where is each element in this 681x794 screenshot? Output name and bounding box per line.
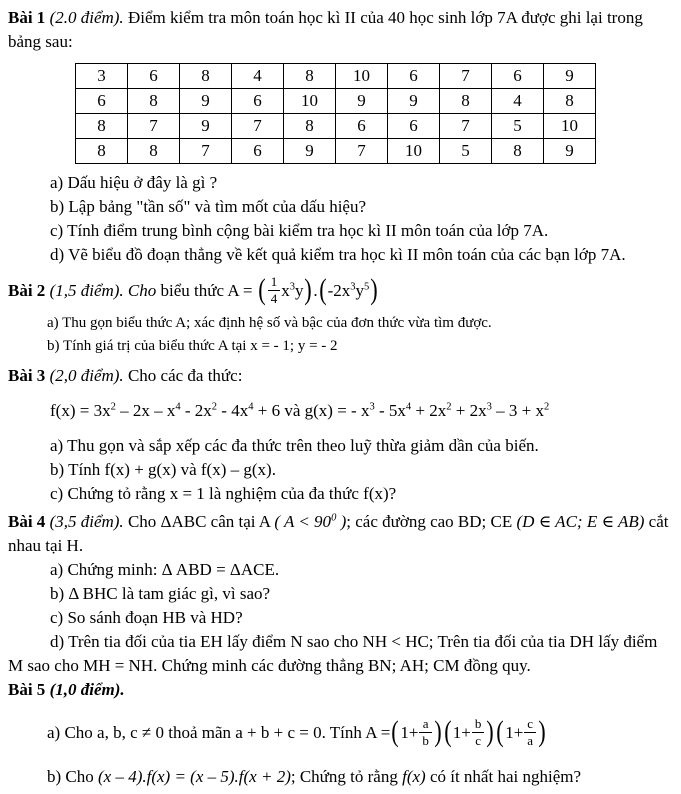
problem-4-item-c: c) So sánh đoạn HB và HD? (50, 608, 243, 628)
problem-3-item-a: a) Thu gọn và sắp xếp các đa thức trên theo luỹ thừa giảm dần của biến. (50, 436, 539, 456)
factor-term: 1+ (505, 723, 524, 743)
problem-1-intro: Điểm kiểm tra môn toán học kì II của 40 học sinh lớp 7A được ghi lại trong bảng sau: (8, 8, 643, 51)
left-paren: ( (258, 273, 266, 307)
functional-equation: (x – 4).f(x) = (x – 5).f(x + 2) (98, 767, 291, 787)
table-cell: 8 (544, 89, 596, 114)
table-cell: 4 (232, 64, 284, 89)
problem-5-heading (8, 678, 673, 702)
problem-4-item-b: b) Δ BHC là tam giác gì, vì sao? (50, 584, 271, 604)
problem-3-points: (2,0 điểm). (49, 366, 124, 386)
problem-5-label: Bài 5 (8, 680, 46, 700)
table-row (76, 89, 596, 114)
problem-4-text: ; các đường cao BD; CE (346, 512, 517, 532)
problem-1-points: (2.0 điểm). (49, 8, 124, 27)
problem-1-label: Bài 1 (8, 8, 46, 27)
item-a-text: a) Cho a, b, c ≠ 0 thoả mãn a + b + c = 0. Tính A = (47, 723, 391, 743)
problem-5-points: (1,0 điểm). (49, 680, 125, 700)
fraction-numerator: 1 (270, 273, 278, 289)
problem-4-points: (3,5 điểm). (49, 512, 124, 532)
problem-1-item-b: b) Lập bảng "tần số" và tìm mốt của dấu hiệu? (50, 197, 367, 216)
problem-1-heading (8, 6, 673, 54)
right-paren: ) (304, 273, 313, 307)
table-cell: 9 (544, 139, 596, 164)
table-row (76, 139, 596, 164)
problem-4-intro: Cho ΔABC cân tại A (127, 512, 275, 532)
table-cell: 8 (128, 139, 180, 164)
table-cell: 6 (388, 64, 440, 89)
problem-2-items (8, 312, 673, 358)
table-cell: 5 (492, 114, 544, 139)
table-cell: 9 (180, 114, 232, 139)
fraction (524, 717, 536, 747)
table-cell: 9 (388, 89, 440, 114)
table-cell: 10 (388, 139, 440, 164)
table-cell: 7 (440, 114, 492, 139)
left-paren: ( (496, 715, 504, 749)
problem-4-item-d: d) Trên tia đối của tia EH lấy điểm N sao cho NH < HC; Trên tia đối của tia DH lấy điểm M sao cho MH = NH. Chứng minh các đường thẳng BN; AH; CM đồng quy. (8, 632, 658, 676)
table-cell: 7 (336, 139, 388, 164)
table-cell: 10 (336, 64, 388, 89)
problem-3-item-c: c) Chứng tỏ rằng x = 1 là nghiệm của đa thức f(x)? (50, 484, 397, 504)
problem-3-label: Bài 3 (8, 366, 46, 386)
angle-condition: ( $A < 90^0$ ) (274, 512, 347, 532)
membership-condition: (D ∈ AC; E ∈ AB) (516, 512, 645, 532)
table-cell: 7 (232, 114, 284, 139)
table-cell: 6 (76, 89, 128, 114)
score-table (75, 63, 596, 164)
problem-3-item-b: b) Tính f(x) + g(x) và f(x) – g(x). (50, 460, 276, 480)
problem-1-items (8, 171, 673, 267)
fraction-numerator: a (422, 716, 429, 732)
table-cell: 8 (284, 114, 336, 139)
problem-4-item-a: a) Chứng minh: Δ ABD = ΔACE. (50, 560, 280, 580)
problem-1-item-d: d) Vẽ biểu đồ đoạn thẳng về kết quả kiểm tra học kì II môn toán của các bạn lớp 7A. (50, 245, 626, 264)
table-cell: 7 (440, 64, 492, 89)
fraction (419, 717, 432, 747)
problem-2-formula (257, 273, 379, 307)
table-cell: 6 (492, 64, 544, 89)
fraction-denominator: c (472, 732, 485, 748)
item-b-mid: ; Chứng tỏ rằng (290, 767, 403, 787)
monomial-term: $x^3y$ (281, 281, 304, 300)
problem-1-item-a: a) Dấu hiệu ở đây là gì ? (50, 173, 218, 192)
right-paren: ) (538, 715, 546, 749)
fraction (268, 275, 281, 305)
multiply-dot: . (313, 281, 318, 300)
problem-2-intro: biểu thức A = (160, 281, 257, 300)
table-cell: 7 (128, 114, 180, 139)
table-cell: 8 (440, 89, 492, 114)
problem-2-heading (8, 271, 673, 312)
fraction-denominator: a (524, 732, 536, 748)
fraction (472, 717, 485, 747)
problem-2-points: (1,5 điểm). Cho (49, 281, 157, 300)
problem-3-intro: Cho các đa thức: (127, 366, 243, 386)
table-cell: 8 (76, 114, 128, 139)
table-cell: 8 (284, 64, 336, 89)
problem-3-formula: $f(x) = 3x^2 - 2x - x^4 - 2x^2 - 4x^4 + 6$ và g(x) = - $x^3 - 5x^4 + 2x^2 + 2x^3 - 3 + x^2$ (50, 401, 550, 421)
score-table-body (76, 64, 596, 164)
table-cell: 8 (180, 64, 232, 89)
factor-group (443, 715, 495, 749)
item-b-text: b) Cho (47, 767, 98, 787)
table-cell: 6 (232, 139, 284, 164)
problem-2-item-b: b) Tính giá trị của biểu thức A tại x = - 1; y = - 2 (47, 338, 338, 355)
monomial-term: $-2x^3y^5$ (327, 281, 370, 300)
right-paren: ) (370, 273, 378, 307)
fraction-denominator: 4 (268, 290, 281, 306)
fraction-numerator: c (527, 716, 534, 732)
table-cell: 6 (128, 64, 180, 89)
table-cell: 5 (440, 139, 492, 164)
problem-1-item-c: c) Tính điểm trung bình cộng bài kiểm tra học kì II môn toán của lớp 7A. (50, 221, 549, 240)
problem-5-item-b (8, 765, 673, 789)
table-cell: 4 (492, 89, 544, 114)
problem-3-heading (8, 364, 673, 388)
table-cell: 8 (492, 139, 544, 164)
table-cell: 6 (388, 114, 440, 139)
problem-5-item-a (8, 710, 673, 757)
table-cell: 9 (544, 64, 596, 89)
table-cell: 10 (284, 89, 336, 114)
problem-4-label: Bài 4 (8, 512, 46, 532)
problem-4-text-end: cắt nhau tại H. (8, 512, 669, 556)
item-b-end: có ít nhất hai nghiệm? (425, 767, 582, 787)
table-cell: 10 (544, 114, 596, 139)
factor-group (495, 715, 547, 749)
table-cell: 3 (76, 64, 128, 89)
fx-symbol: f(x) (402, 767, 426, 787)
factor-group (390, 715, 442, 749)
left-paren: ( (318, 273, 327, 307)
problem-4-items (8, 558, 673, 678)
table-cell: 7 (180, 139, 232, 164)
table-cell: 9 (284, 139, 336, 164)
problem-3-items (8, 434, 673, 506)
right-paren: ) (486, 715, 495, 749)
problem-2-label: Bài 2 (8, 281, 46, 300)
fraction-numerator: b (474, 716, 482, 732)
table-row (76, 114, 596, 139)
table-cell: 6 (336, 114, 388, 139)
problem-2-item-a: a) Thu gọn biểu thức A; xác định hệ số và bậc của đơn thức vừa tìm được. (47, 315, 492, 332)
left-paren: ( (391, 715, 400, 749)
left-paren: ( (444, 715, 452, 749)
fraction-denominator: b (419, 732, 432, 748)
right-paren: ) (434, 715, 442, 749)
factor-term: 1+ (400, 723, 419, 743)
table-cell: 9 (336, 89, 388, 114)
table-cell: 6 (232, 89, 284, 114)
table-cell: 9 (180, 89, 232, 114)
table-cell: 8 (128, 89, 180, 114)
problem-4-heading (8, 510, 673, 558)
factor-term: 1+ (452, 723, 471, 743)
table-row (76, 64, 596, 89)
table-cell: 8 (76, 139, 128, 164)
